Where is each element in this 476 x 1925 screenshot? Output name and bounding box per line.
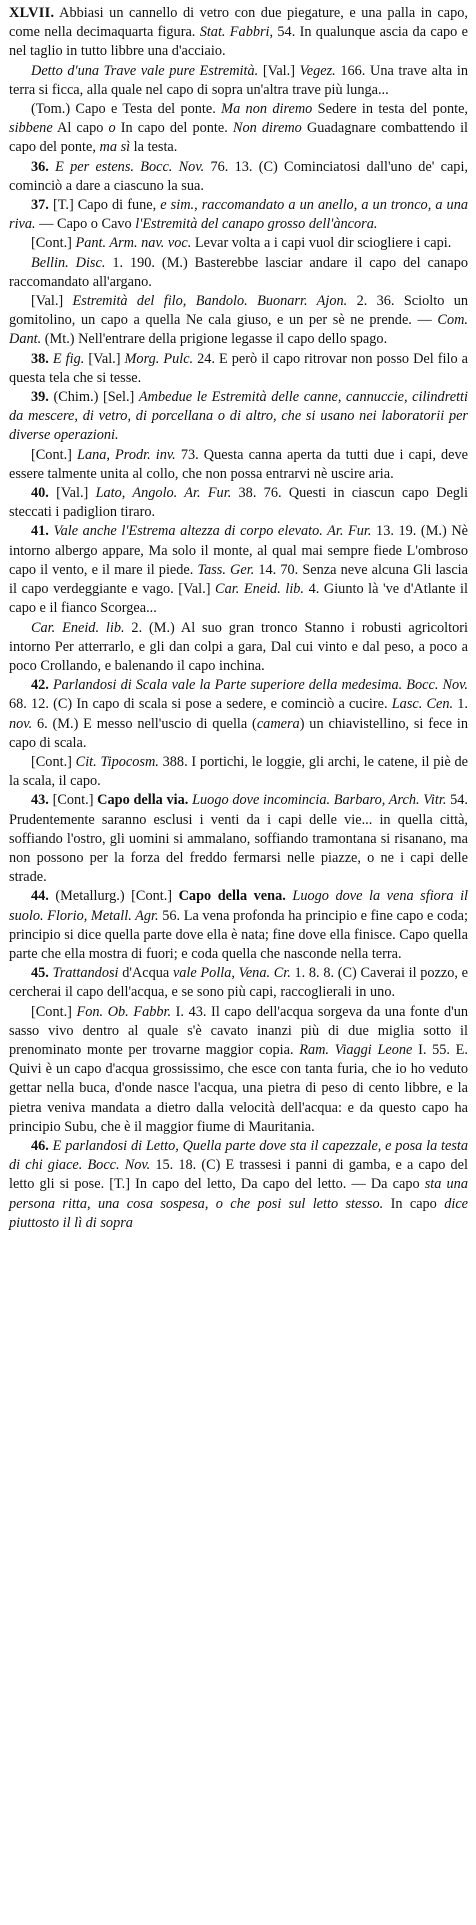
- entry-paragraph: [9, 388, 468, 446]
- text-run: Al capo: [52, 120, 109, 137]
- bold-run: 42.: [31, 677, 49, 694]
- text-run: (Mt.) Nell'entrare della prigione legasse il capo dello spago.: [41, 331, 388, 348]
- italic-run: Vale anche l'Estrema altezza di corpo elevato. Ar. Fur.: [53, 523, 372, 540]
- entry-paragraph: [9, 62, 468, 100]
- bold-run: Capo della vena.: [178, 888, 286, 905]
- italic-run: sta una persona ritta, una cosa sospesa, o che posi sul letto stesso.: [9, 1176, 468, 1212]
- text-run: (Tom.) Capo e Testa del ponte.: [31, 101, 222, 118]
- italic-run: Bellin. Disc.: [31, 254, 106, 271]
- italic-run: Non diremo: [232, 120, 302, 137]
- entry-paragraph: [9, 484, 468, 522]
- entry-paragraph: [9, 522, 468, 618]
- text-run: [Cont.]: [31, 446, 77, 463]
- text-run: 73. Questa canna aperta da tutti due i capi, deve essere talmente unita al collo, che non possa entrarvi nè uscire aria.: [9, 446, 468, 482]
- text-run: 76. 13. (C) Cominciatosi dall'uno de' capi, cominciò a dare a ciascuno la sua.: [9, 158, 468, 194]
- text-run: d'Acqua: [118, 965, 173, 982]
- italic-run: E fig.: [52, 350, 85, 367]
- text-run: la testa.: [130, 139, 178, 156]
- italic-run: Luogo dove incomincia. Barbaro, Arch. Vitr.: [192, 792, 447, 809]
- entry-paragraph: [9, 350, 468, 388]
- italic-run: Ambedue le Estremità delle canne, cannuccie, cilindretti da mescere, di vetro, di porcellana o di altro, che si usano nei laboratorii per diverse operazioni.: [9, 389, 468, 444]
- italic-run: Vegez.: [299, 62, 336, 79]
- text-run: [Val.]: [31, 293, 73, 310]
- italic-run: vale Polla, Vena. Cr.: [172, 965, 291, 982]
- bold-run: Capo della via.: [97, 792, 189, 809]
- text-run: 1. 8. 8. (C) Caverai il pozzo, e cercherai il capo dell'acqua, e se sono più capi, raccoglierali in uno.: [9, 965, 468, 1001]
- text-run: [Cont.]: [31, 753, 76, 770]
- text-run: 68. 12. (C) In capo di scala si pose a sedere, e cominciò a cucire.: [9, 696, 392, 713]
- bold-run: 38.: [31, 350, 49, 367]
- text-run: 14. 70. Senza neve alcuna Gli lascia il capo verdeggiante e vago. [Val.]: [9, 561, 468, 598]
- text-run: Sedere in testa del ponte,: [312, 101, 469, 118]
- italic-run: Morg. Pulc.: [124, 350, 194, 367]
- entry-paragraph: [9, 1003, 468, 1137]
- text-run: , 54. In qualunque ascia da capo e nel taglio in tutto libbre una d'acciaio.: [9, 24, 468, 60]
- italic-run: Ram. Viaggi Leone: [299, 1041, 413, 1058]
- text-run: 56. La vena profonda ha principio e fine capo e coda; principio si dice quella parte dove ella è nata; fine dove ella finisce. Capo quella parte che ella mostra di fuori; e coda quella che nasconde nella terra.: [9, 907, 468, 962]
- entry-paragraph: [9, 753, 468, 791]
- italic-run: nov.: [9, 715, 33, 732]
- text-run: 2. 36. Sciolto un gomitolino, un capo a quella Ne cala giuso, e un per sè ne prende. —: [9, 293, 469, 329]
- italic-run: Estremità del filo, Bandolo. Buonarr. Ajon.: [72, 293, 348, 310]
- text-run: [Cont.]: [31, 1003, 77, 1020]
- italic-run: ma sì: [99, 139, 131, 156]
- italic-run: Lasc. Cen.: [391, 696, 454, 713]
- italic-run: E parlandosi di Letto, Quella parte dove sta il capezzale, e posa la testa di chi giace. Bocc. Nov.: [9, 1137, 468, 1174]
- italic-run: camera: [256, 715, 300, 732]
- text-run: — Capo o Cavo: [35, 216, 136, 233]
- italic-run: Fon. Ob. Fabbr.: [76, 1003, 172, 1020]
- text-run: [Cont.]: [48, 792, 98, 809]
- italic-run: Ma non diremo: [221, 101, 313, 118]
- entry-paragraph: [9, 196, 468, 234]
- text-run: [Val.]: [258, 62, 300, 79]
- italic-run: l'Estremità del canapo grosso dell'àncora.: [135, 216, 378, 233]
- italic-run: Cit. Tipocosm.: [75, 753, 159, 770]
- italic-run: Lana, Prodr. inv.: [77, 446, 176, 463]
- italic-run: Lato, Angolo. Ar. Fur.: [95, 485, 232, 502]
- text-run: [T.] Capo di fune,: [48, 197, 161, 214]
- text-run: In capo del ponte.: [115, 120, 233, 137]
- entry-paragraph: [9, 254, 468, 292]
- text-run: 2. (M.) Al suo gran tronco Stanno i robusti agricoltori intorno Per atterrarlo, e gli dan colpi a gara, Dal cui vinto e dal peso, a poco a poco Crollando, e balenando il capo inchina.: [9, 619, 468, 674]
- italic-run: Tass. Ger.: [197, 561, 255, 578]
- italic-run: Pant. Arm. nav. voc.: [75, 235, 192, 252]
- text-run: 166. Una trave alta in terra si ficca, alla quale nel capo di sopra un'altra trave più lunga...: [9, 62, 468, 98]
- italic-run: e sim., raccomandato a un anello, a un tronco, a una riva.: [9, 197, 468, 233]
- italic-run: sibbene: [9, 120, 53, 137]
- entry-paragraph: [9, 292, 468, 350]
- italic-run: Com. Dant.: [9, 312, 468, 348]
- entry-paragraph: [9, 446, 468, 484]
- text-run: 1. 190. (M.) Basterebbe lasciar andare il capo del canapo raccomandato all'argano.: [9, 254, 468, 290]
- text-run: (Metallurg.) [Cont.]: [48, 888, 179, 905]
- text-run: 1.: [453, 696, 469, 713]
- entry-paragraph: [9, 1137, 468, 1233]
- bold-run: 45.: [31, 965, 49, 982]
- text-run: [Val.]: [48, 485, 96, 502]
- entry-paragraph: [9, 619, 468, 677]
- text-run: I. 43. Il capo dell'acqua sorgeva da una fonte d'un sasso vivo dentro al quale s'è cavato inanzi più di due miglia sotto il prenominato monte per trovarne maggior copia.: [9, 1003, 468, 1058]
- bold-run: 43.: [31, 792, 49, 809]
- bold-run: 37.: [31, 197, 49, 214]
- section-number: XLVII.: [9, 5, 55, 21]
- text-run: 4. Giunto là 've d'Atlante il capo e il fianco Scorgea...: [9, 581, 468, 617]
- entry-paragraph: [9, 887, 468, 964]
- italic-run: Detto d'una Trave vale pure Estremità.: [31, 62, 259, 79]
- text-run: 38. 76. Questi in ciascun capo Degli steccati i padiglion tiraro.: [9, 485, 468, 521]
- text-run: Abbiasi un cannello di vetro con due piegature, e una palla in capo, come nella decimaquarta figura.: [9, 5, 468, 41]
- text-run: Guadagnare combattendo il capo del ponte,: [9, 120, 469, 156]
- italic-run: o: [108, 120, 116, 137]
- italic-run: Stat. Fabbri: [199, 24, 270, 41]
- text-run: [Cont.]: [31, 235, 76, 252]
- italic-run: E per estens. Bocc. Nov.: [55, 158, 205, 175]
- bold-run: 40.: [31, 485, 49, 502]
- text-run: 6. (M.) E messo nell'uscio di quella (: [32, 715, 257, 732]
- entry-paragraph: [9, 964, 468, 1002]
- italic-run: dice piuttosto il lì di sopra: [9, 1195, 469, 1231]
- text-run: [Val.]: [84, 350, 125, 367]
- text-run: 15. 18. (C) E trassesi i panni di gamba, e a capo del letto gli si pose. [T.] In capo del letto, Da capo del letto. — Da capo: [9, 1157, 469, 1193]
- bold-run: 41.: [31, 523, 49, 540]
- text-run: In capo: [383, 1195, 445, 1212]
- bold-run: 46.: [31, 1137, 49, 1154]
- entry-paragraph: [9, 4, 468, 62]
- text-run: 388. I portichi, le loggie, gli archi, le catene, il piè de la scala, il capo.: [9, 753, 468, 790]
- italic-run: Trattandosi: [52, 965, 119, 982]
- entry-paragraph: [9, 100, 468, 158]
- entry-paragraph: [9, 676, 468, 753]
- text-run: 24. E però il capo ritrovar non posso Del filo a questa tela che si tesse.: [9, 350, 468, 386]
- italic-run: Luogo dove la vena sfiora il suolo. Florio, Metall. Agr.: [9, 888, 469, 924]
- text-run: 54. Prudentemente saranno esclusi i venti da i capi delle vie... in quella città, soffiando l'ostro, gli uomini si ammalano, soffiando tramontana si risanano, ma non possono per la forza del freddo fermarsi nelle piazze, o ne i capi delle strade.: [9, 792, 469, 886]
- italic-run: Parlandosi di Scala vale la Parte superiore della medesima. Bocc. Nov.: [52, 677, 469, 694]
- text-run: (Chim.) [Sel.]: [48, 389, 139, 406]
- text-run: ) un chiavistellino, si fece in capo di scala.: [9, 715, 468, 751]
- entry-paragraph: [9, 234, 468, 253]
- bold-run: 44.: [31, 888, 49, 905]
- text-run: I. 55. E. Quivi è un capo d'acqua grossissimo, che esce con tanta furia, che io ho veduto gettar nella buca, d'onde nasce l'acqua, una pietra di peso di cento libbre, e la pietra veniva mandata a dietro dalla velocità dell'acqua: e da questo capo ha principio Subu, che è il maggior fiume di Mauritania.: [9, 1041, 468, 1135]
- italic-run: Car. Eneid. lib.: [215, 581, 305, 598]
- text-run: 13. 19. (M.) Nè intorno albergo appare, Ma solo il monte, al qual mai sempre fiede L'ombroso capo il vento, e il mare il piede.: [9, 523, 468, 578]
- entry-paragraph: [9, 158, 468, 196]
- entry-paragraph: [9, 791, 468, 887]
- italic-run: Car. Eneid. lib.: [31, 619, 125, 636]
- text-run: Levar volta a i capi vuol dir sciogliere i capi.: [191, 235, 452, 252]
- bold-run: 39.: [31, 389, 49, 406]
- bold-run: 36.: [31, 158, 49, 175]
